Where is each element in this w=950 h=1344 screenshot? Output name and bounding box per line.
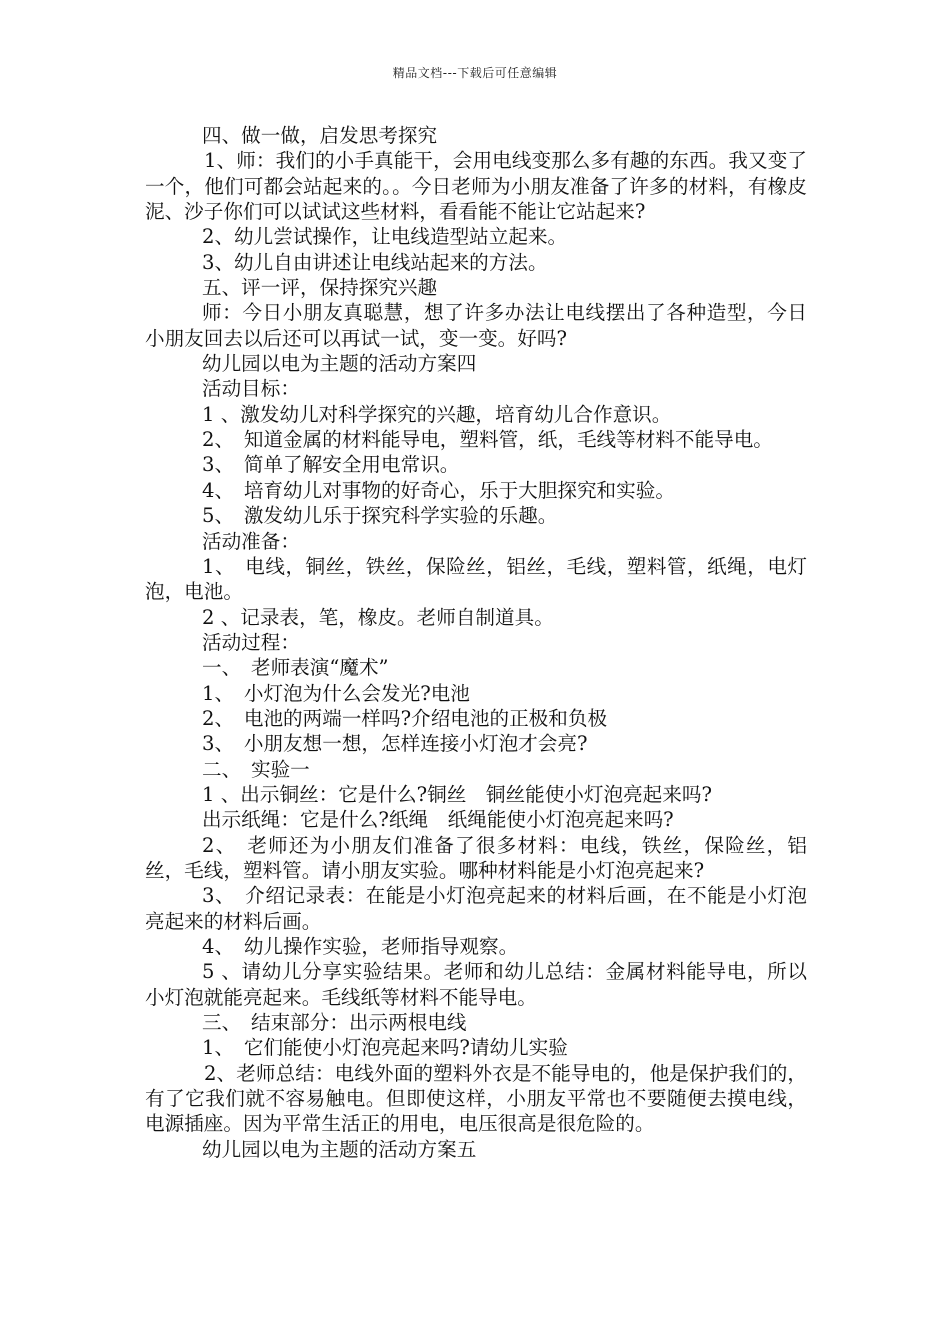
paragraph: 3、幼儿自由讲述让电线站起来的方法。 [202,250,548,274]
list-item: 三、 结束部分：出示两根电线 [202,1011,467,1035]
list-item: 二、 实验一 [202,757,310,781]
list-item: 5、 激发幼儿乐于探究科学实验的乐趣。 [202,504,558,528]
list-item: 4、 培育幼儿对事物的好奇心，乐于大胆探究和实验。 [202,478,675,502]
list-item: 3、 简单了解安全用电常识。 [202,453,460,477]
paragraph: 2、老师总结：电线外面的塑料外衣是不能导电的，他是保护我们的，有了它我们就不容易触电。但即使这样，小朋友平常也不要随便去摸电线，电源插座。因为平常生活正的用电，电压很高是很危险的。 [145,1061,807,1136]
list-item: 5 、请幼儿分享实验结果。老师和幼儿总结：金属材料能导电，所以小灯泡就能亮起来。毛线纸等材料不能导电。 [145,960,807,1009]
section-heading: 四、做一做，启发思考探究 [202,124,438,147]
list-item: 1、 电线，铜丝，铁丝，保险丝，铝丝，毛线，塑料管，纸绳，电灯泡，电池。 [145,554,807,604]
paragraph: 1、师：我们的小手真能干，会用电线变那么多有趣的东西。我又变了一个，他们可都会站起来的。。今日老师为小朋友准备了许多的材料，有橡皮泥、沙子你们可以试试这些材料，看看能不能让它站起来? [145,149,807,224]
list-item: 1 、出示铜丝：它是什么?铜丝 铜丝能使小灯泡亮起来吗? [202,782,712,806]
list-item: 3、 介绍记录表：在能是小灯泡亮起来的材料后画，在不能是小灯泡亮起来的材料后画。 [145,884,807,933]
plan-title: 幼儿园以电为主题的活动方案五 [202,1137,477,1161]
list-item: 3、 小朋友想一想，怎样连接小灯泡才会亮? [202,732,588,756]
section-heading: 活动目标： [202,377,300,401]
section-heading: 五、评一评，保持探究兴趣 [202,276,438,300]
list-item: 4、 幼儿操作实验，老师指导观察。 [202,935,519,958]
section-heading: 活动过程： [202,630,300,654]
list-item: 出示纸绳：它是什么?纸绳 纸绳能使小灯泡亮起来吗? [202,808,674,832]
list-item: 1 、激发幼儿对科学探究的兴趣，培育幼儿合作意识。 [202,402,672,426]
list-item: 2、 知道金属的材料能导电，塑料管，纸，毛线等材料不能导电。 [202,428,773,452]
list-item: 2 、记录表，笔，橡皮。老师自制道具。 [202,605,554,629]
list-item: 1、 它们能使小灯泡亮起来吗?请幼儿实验 [202,1036,568,1060]
paragraph: 师：今日小朋友真聪慧，想了许多办法让电线摆出了各种造型，今日小朋友回去以后还可以再试一试，变一变。好吗? [145,301,807,350]
list-item: 一、 老师表演“魔术” [202,656,389,680]
section-heading: 活动准备： [202,529,300,553]
page-header: 精品文档---下载后可任意编辑 [392,66,558,80]
document-body [145,123,807,1162]
plan-title: 幼儿园以电为主题的活动方案四 [202,352,477,376]
list-item: 2、 电池的两端一样吗?介绍电池的正极和负极 [202,706,608,730]
paragraph: 2、幼儿尝试操作，让电线造型站立起来。 [202,225,568,249]
list-item: 2、 老师还为小朋友们准备了很多材料：电线，铁丝，保险丝，铝丝，毛线，塑料管。请小朋友实验。哪种材料能是小灯泡亮起来? [145,833,807,882]
list-item: 1、 小灯泡为什么会发光?电池 [202,681,470,705]
